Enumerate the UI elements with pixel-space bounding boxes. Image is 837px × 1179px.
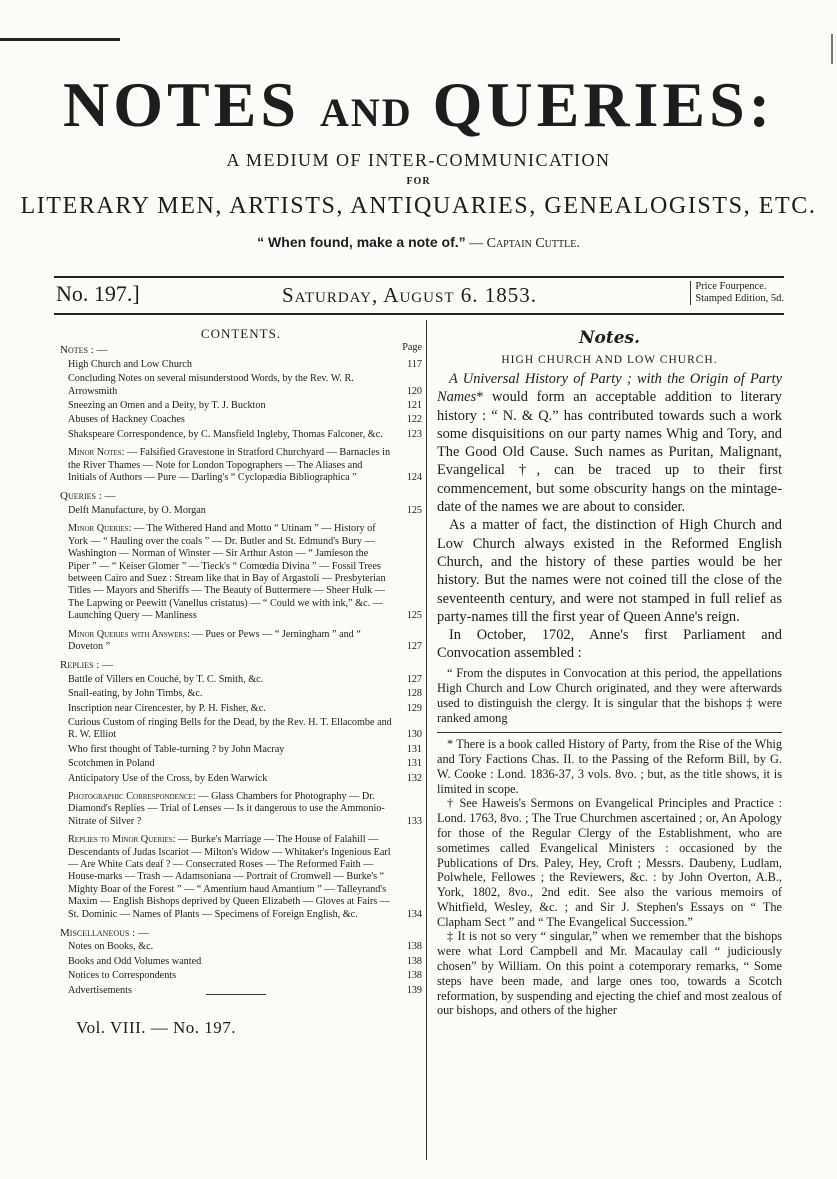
article-paragraph: In October, 1702, Anne's first Parliament and Convocation assembled : <box>437 627 782 662</box>
footnote: * There is a book called History of Party, from the Rise of the Whig and Tory Factions Chas. II. to the Passing of the Reform Bill, by G. W. Cooke : Lond. 1836-37, 3 vols. 8vo. ; but, as the title shows, it is limited in scope. <box>437 737 782 796</box>
article-quote <box>437 666 782 726</box>
issue-line <box>54 281 784 311</box>
contents-entry-minor-queries-answers: Minor Queries with Answers: — Pues or Pews — “ Jerningham ” and “ Doveton ” 127 <box>68 628 422 652</box>
volume-line: Vol. VIII. — No. 197. <box>76 1018 237 1037</box>
masthead-motto: “ When found, make a note of.” — Captain Cuttle. <box>257 234 580 251</box>
contents-entry: Snail-eating, by John Timbs, &c. 128 <box>68 688 422 700</box>
page-column-label: Page <box>402 342 422 354</box>
masthead-audience: LITERARY MEN, ARTISTS, ANTIQUARIES, GENEALOGISTS, ETC. <box>20 193 817 219</box>
contents-entry: High Church and Low Church 117 <box>68 358 422 370</box>
contents-entry-photographic: Photographic Correspondence: — Glass Chambers for Photography — Dr. Diamond's Replies — Trial of Lenses — Is it dangerous to use the Ammonio-Nitrate of Silver ? 133 <box>68 791 422 827</box>
contents-entry: Abuses of Hackney Coaches 122 <box>68 414 422 426</box>
contents-entry: Notes on Books, &c. 138 <box>68 941 422 953</box>
masthead <box>0 70 837 252</box>
contents-column <box>60 328 422 997</box>
contents-entry: Books and Odd Volumes wanted 138 <box>68 955 422 967</box>
notes-heading: Notes. <box>578 328 641 348</box>
volume-rule <box>206 994 266 995</box>
contents-entry-minor-queries: Minor Queries: — The Withered Hand and Motto “ Utinam ” — History of York — “ Hauling over the coals ” — Dr. Butler and St. Edmund's Bury — Washington — Norman of Winster — Sir Arthur Aston — “ Jamieson the Piper ” — “ Keiser Glomer ” — Tieck's “ Comœdia Divina ” — Fossil Trees between Cairo and Suez : Stream like that in Bay of Argastoli — Presbyterian Titles — Mayors and Sheriffs — The Beauty of Buttermere — Sheer Hulk — The Lapwing or Peewitt (Vanellus cristatus) — “ Could we with ink,” &c. — Launching Query — Manliness 125 <box>68 523 422 622</box>
queries-section-label: Queries : — <box>60 490 116 503</box>
footnote-rule <box>437 732 782 733</box>
masthead-for: FOR <box>406 176 431 187</box>
misc-section-label: Miscellaneous : — <box>60 927 149 940</box>
scan-edge-mark <box>0 38 120 41</box>
article-paragraph: A Universal History of Party ; with the Origin of Party Names* would form an acceptable addition to literary history : “ N. & Q.” has contributed towards such a work some disquisitions on our party names Whig and Tory, and The Good Old Cause. Such names as Puritan, Malignant, Evangelical †, can be traced up to their first commencement, but some obscurity hangs on the mintage-date of the names we are about to consider. <box>437 371 782 516</box>
article-body <box>437 370 782 663</box>
contents-entry: Notices to Correspondents 138 <box>68 970 422 982</box>
footnote: † See Haweis's Sermons on Evangelical Principles and Practice : Lond. 1763, 8vo. ; The True Churchmen ascertained ; or, An Apology for those of the Regular Clergy of the Establishment, who are sometimes called Evangelical Ministers : occasioned by the Publications of Drs. Paley, Hey, Croft ; Messrs. Daubeny, Ludlam, Polwhele, Fellowes ; the Reviewers, &c. : by John Overton, A.B., York, 1802, 8vo., 2nd edit. See also the various memoirs of Whitfield, Wesley, &c. ; and Sir J. Stephen's Essays on “ The Clapham Sect ” and “ The Evangelical Succession.” <box>437 796 782 929</box>
contents-entry-minor-notes: Minor Notes: — Falsified Gravestone in Stratford Churchyard — Barnacles in the River Thames — Note for London Topographers — The Aliases and Initials of Authors — Pure — Darling's “ Cyclopædia Bibliographica ” 124 <box>68 447 422 484</box>
contents-entry: Scotchmen in Poland 131 <box>68 758 422 770</box>
contents-entry: Anticipatory Use of the Cross, by Eden Warwick 132 <box>68 772 422 784</box>
masthead-title: NOTES AND QUERIES: <box>62 69 775 140</box>
header-rule-bottom <box>54 313 784 315</box>
quote-paragraph: “ From the disputes in Convocation at this period, the appellations High Church and Low Church originated, and they were afterwards used to distinguish the clergy. It is singular that the bishops ‡ were ranked among <box>437 665 782 726</box>
contents-entry: Shakspeare Correspondence, by C. Mansfield Ingleby, Thomas Falconer, &c. 123 <box>68 428 422 440</box>
notes-section-label: Notes : — <box>60 344 108 357</box>
scan-edge-mark-right <box>831 34 833 64</box>
contents-entry: Battle of Villers en Couché, by T. C. Smith, &c. 127 <box>68 673 422 685</box>
contents-heading: CONTENTS. <box>200 326 282 341</box>
article-column <box>437 328 782 1018</box>
issue-date: Saturday, August 6. 1853. <box>282 283 537 307</box>
contents-entry-replies-minor: Replies to Minor Queries: — Burke's Marriage — The House of Falahill — Descendants of Judas Iscariot — Milton's Widow — Whitaker's Ingenious Earl — Are White Cats deaf ? — Consecrated Roses — The Reformed Faith — House-marks — Trash — Adamsoniana — Portrait of Cromwell — Burke's “ Mighty Boar of the Forest ” — “ Amentium haud Amantium ” — Talleyrand's Maxim — English Bishops deprived by Queen Elizabeth — Gloves at Fairs — St. Dominic — Names of Plants — Specimens of Foreign English, &c. 134 <box>68 834 422 920</box>
notes-section-head <box>60 342 422 356</box>
contents-entry: Curious Custom of ringing Bells for the Dead, by the Rev. H. T. Ellacombe and R. W. Elliot 130 <box>68 716 422 741</box>
issue-price: Price Fourpence. Stamped Edition, 5d. <box>690 281 784 305</box>
contents-entry: Concluding Notes on several misunderstood Words, by the Rev. W. R. Arrowsmith 120 <box>68 373 422 397</box>
contents-entry: Sneezing an Omen and a Deity, by T. J. Buckton 121 <box>68 400 422 412</box>
column-divider <box>426 320 427 1160</box>
footnote: ‡ It is not so very “ singular,” when we remember that the bishops were what Lord Campbell and Mr. Macaulay call “ judiciously chosen” by William. On this point a cotemporary remarks, “ Some steps have been made, and large ones too, towards a Scotch reformation, by suspending and ejecting the chief and most zealous of our bishops, and others of the higher <box>437 929 782 1018</box>
contents-entry: Inscription near Cirencester, by P. H. Fisher, &c. 129 <box>68 702 422 714</box>
masthead-subtitle: A MEDIUM OF INTER-COMMUNICATION <box>226 150 611 170</box>
footnotes <box>437 737 782 1018</box>
header-rule-top <box>54 276 784 278</box>
article-title: HIGH CHURCH AND LOW CHURCH. <box>501 354 718 366</box>
contents-entry: Advertisements 139 <box>68 984 422 996</box>
replies-section-label: Replies : — <box>60 659 114 672</box>
issue-number: No. 197.] <box>56 281 140 306</box>
article-paragraph: As a matter of fact, the distinction of High Church and Low Church always existed in the Reformed English Church, and the history of these parties would be her history. But the names were not coined till the close of the seventeenth century, and were not stamped in full relief as party-names till the first year of Queen Anne's reign. <box>437 517 782 625</box>
contents-entry: Who first thought of Table-turning ? by John Macray 131 <box>68 743 422 755</box>
contents-entry: Delft Manufacture, by O. Morgan 125 <box>68 504 422 516</box>
